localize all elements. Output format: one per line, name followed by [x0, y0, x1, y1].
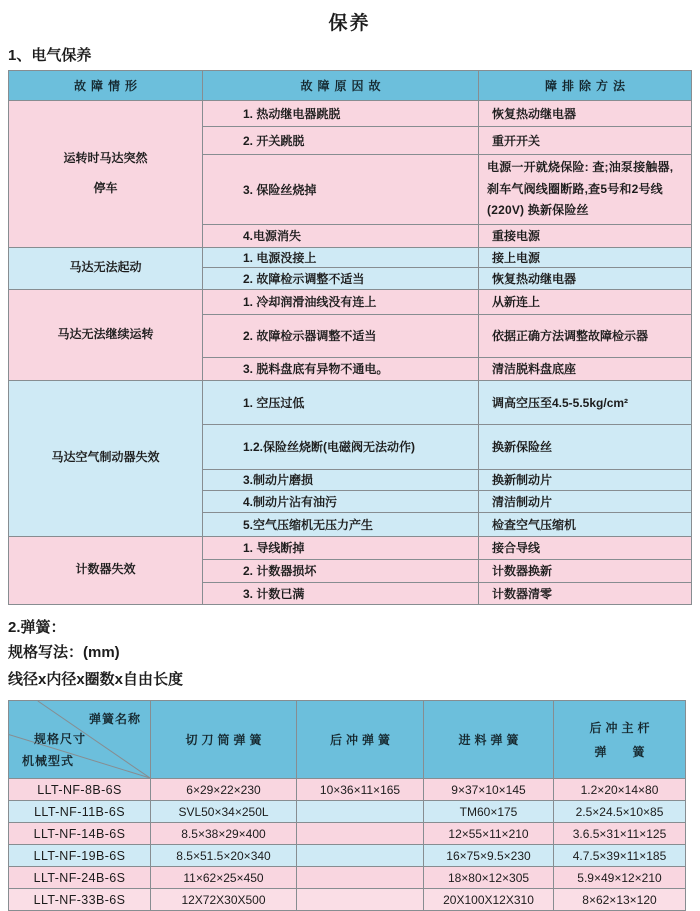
- table1-header-row: [9, 71, 692, 101]
- fault-cause: 1. 热动继电器跳脱: [203, 101, 479, 127]
- backlash-spring-spec: [297, 845, 424, 867]
- machine-model: LLT-NF-33B-6S: [9, 889, 151, 911]
- feed-spring-spec: 20X100X12X310: [424, 889, 554, 911]
- fault-cause: 1. 电源没接上: [203, 247, 479, 267]
- table2-header-feed-spring: 进料弹簧: [424, 701, 554, 779]
- section1-heading: 1、电气保养: [8, 47, 92, 64]
- fault-cause: 1. 空压过低: [203, 380, 479, 424]
- situation-line: 马达空气制动器失效: [51, 450, 160, 465]
- table2-header-backlash-spring: 后冲弹簧: [297, 701, 424, 779]
- fault-cause: 3. 脱料盘底有异物不通电。: [203, 357, 479, 380]
- backlash-rod-spring-spec: 8×62×13×120: [554, 889, 686, 911]
- fault-remedy: 换新制动片: [479, 469, 692, 490]
- table-row: [9, 101, 692, 127]
- situation-line: 停车: [93, 181, 118, 196]
- fault-remedy: 从新连上: [479, 289, 692, 314]
- cutter-spring-spec: 8.5×38×29×400: [151, 823, 297, 845]
- situation-line: 马达无法继续运转: [57, 326, 154, 341]
- spring-spec-format-label: 规格写法：(mm): [8, 643, 120, 661]
- fault-situation-motor-no-start: [9, 247, 203, 289]
- fault-remedy: 接上电源: [479, 247, 692, 267]
- table2-corner-cell: [9, 701, 151, 779]
- backlash-spring-spec: [297, 801, 424, 823]
- table-row: [9, 867, 686, 889]
- fault-cause: 5.空气压缩机无压力产生: [203, 512, 479, 536]
- fault-cause: 1. 导线断掉: [203, 536, 479, 559]
- fault-remedy: 依据正确方法调整故障检示器: [479, 314, 692, 357]
- situation-line: 计数器失效: [75, 562, 136, 577]
- section2-heading: 2.弹簧：: [8, 618, 66, 636]
- backlash-rod-spring-spec: 3.6.5×31×11×125: [554, 823, 686, 845]
- backlash-spring-spec: 10×36×11×165: [297, 779, 424, 801]
- feed-spring-spec: 18×80×12×305: [424, 867, 554, 889]
- fault-remedy: 换新保险丝: [479, 424, 692, 469]
- fault-remedy: 重接电源: [479, 224, 692, 247]
- fault-remedy: 清洁制动片: [479, 490, 692, 512]
- table-row: [9, 779, 686, 801]
- fault-remedy: 计数器清零: [479, 582, 692, 604]
- table2-header-row: [9, 701, 686, 779]
- table2-header-backlash-rod-spring: [554, 701, 686, 779]
- table-row: [9, 801, 686, 823]
- backlash-rod-spring-spec: 4.7.5×39×11×185: [554, 845, 686, 867]
- page-title: 保养: [328, 13, 371, 34]
- machine-model: LLT-NF-24B-6S: [9, 867, 151, 889]
- fault-cause: 4.电源消失: [203, 224, 479, 247]
- fault-remedy: 接合导线: [479, 536, 692, 559]
- fault-cause: 2. 开关跳脱: [203, 127, 479, 155]
- table1-header-fault-cause: 故障原因故: [203, 71, 479, 101]
- table-row: [9, 889, 686, 911]
- feed-spring-spec: TM60×175: [424, 801, 554, 823]
- table-row: [9, 845, 686, 867]
- table1-header-remedy: 障排除方法: [479, 71, 692, 101]
- fault-remedy: 清洁脱料盘底座: [479, 357, 692, 380]
- cutter-spring-spec: 6×29×22×230: [151, 779, 297, 801]
- table2-header-cutter-spring: 切刀筒弹簧: [151, 701, 297, 779]
- fault-cause: 1. 冷却润滑油线没有连上: [203, 289, 479, 314]
- fault-cause: 2. 故障检示调整不适当: [203, 267, 479, 289]
- fault-remedy: 重开开关: [479, 127, 692, 155]
- fault-remedy: 恢复热动继电器: [479, 267, 692, 289]
- corner-label-machine-model: 机械型式: [22, 754, 75, 769]
- fault-remedy: 计数器换新: [479, 559, 692, 582]
- spring-spec-formula-label: 线径x内径x圈数x自由长度: [8, 671, 184, 689]
- machine-model: LLT-NF-8B-6S: [9, 779, 151, 801]
- table-row: [9, 289, 692, 314]
- machine-model: LLT-NF-11B-6S: [9, 801, 151, 823]
- fault-cause: 3. 计数已满: [203, 582, 479, 604]
- electrical-maintenance-table: [8, 70, 692, 605]
- backlash-rod-spring-spec: 1.2×20×14×80: [554, 779, 686, 801]
- fault-situation-counter-failure: [9, 536, 203, 604]
- backlash-spring-spec: [297, 889, 424, 911]
- machine-model: LLT-NF-14B-6S: [9, 823, 151, 845]
- backlash-spring-spec: [297, 867, 424, 889]
- cutter-spring-spec: 12X72X30X500: [151, 889, 297, 911]
- table1-header-fault-situation: 故障情形: [9, 71, 203, 101]
- header-line: 后冲主杆: [589, 721, 654, 736]
- fault-remedy: 电源一开就烧保险: 查;油泵接触器, 刹车气阀线圈断路,查5号和2号线(220V) 换新保险丝: [479, 155, 692, 225]
- fault-situation-motor-no-continue: [9, 289, 203, 380]
- fault-cause: 4.制动片沾有油污: [203, 490, 479, 512]
- fault-remedy: 调高空压至4.5-5.5kg/cm²: [479, 380, 692, 424]
- spring-spec-table: [8, 700, 686, 911]
- feed-spring-spec: 9×37×10×145: [424, 779, 554, 801]
- fault-situation-air-brake-failure: [9, 380, 203, 536]
- table-row: [9, 536, 692, 559]
- table-row: [9, 380, 692, 424]
- corner-label-spec-size: 规格尺寸: [34, 732, 87, 747]
- cutter-spring-spec: SVL50×34×250L: [151, 801, 297, 823]
- table-row: [9, 247, 692, 267]
- fault-remedy: 恢复热动继电器: [479, 101, 692, 127]
- feed-spring-spec: 12×55×11×210: [424, 823, 554, 845]
- backlash-spring-spec: [297, 823, 424, 845]
- table-row: [9, 823, 686, 845]
- cutter-spring-spec: 11×62×25×450: [151, 867, 297, 889]
- fault-cause: 2. 计数器损坏: [203, 559, 479, 582]
- cutter-spring-spec: 8.5×51.5×20×340: [151, 845, 297, 867]
- machine-model: LLT-NF-19B-6S: [9, 845, 151, 867]
- backlash-rod-spring-spec: 2.5×24.5×10×85: [554, 801, 686, 823]
- corner-label-spring-name: 弹簧名称: [88, 712, 141, 727]
- fault-cause: 3.制动片磨损: [203, 469, 479, 490]
- backlash-rod-spring-spec: 5.9×49×12×210: [554, 867, 686, 889]
- header-line: 弹簧: [594, 745, 671, 760]
- fault-cause: 2. 故障检示器调整不适当: [203, 314, 479, 357]
- fault-remedy: 检查空气压缩机: [479, 512, 692, 536]
- fault-situation-motor-stops: [9, 101, 203, 248]
- feed-spring-spec: 16×75×9.5×230: [424, 845, 554, 867]
- fault-cause: 1.2.保险丝烧断(电磁阀无法动作): [203, 424, 479, 469]
- fault-cause: 3. 保险丝烧掉: [203, 155, 479, 225]
- situation-line: 运转时马达突然: [63, 150, 148, 165]
- situation-line: 马达无法起动: [69, 260, 142, 275]
